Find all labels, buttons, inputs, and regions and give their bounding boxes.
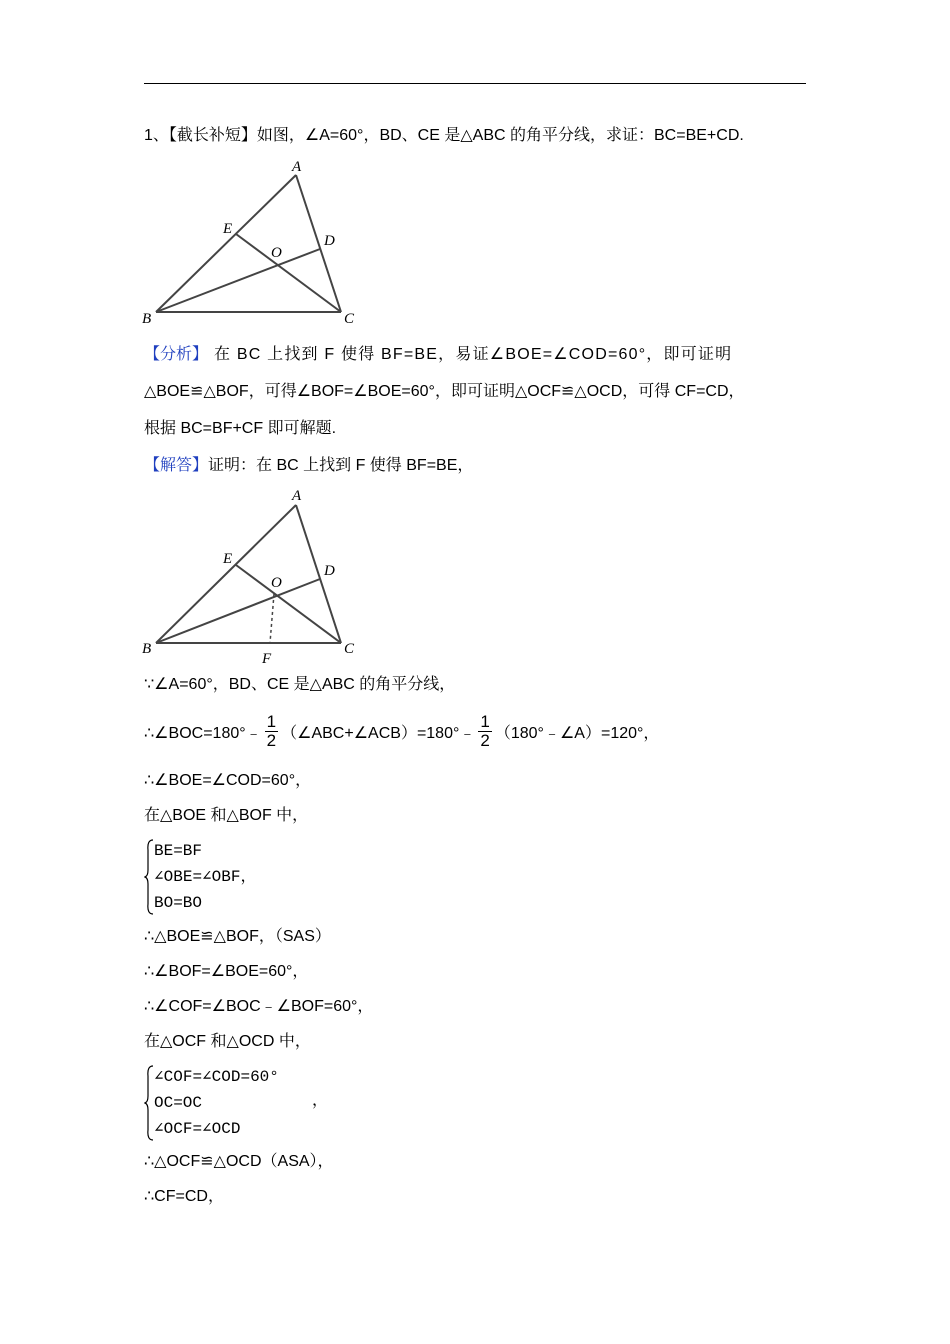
step-4: 在△BOE 和△BOF 中， [144,807,309,824]
system-2-row-3: ∠OCF=∠OCD [154,1120,241,1138]
brace-icon [144,1064,154,1142]
system-2-tail: ， [312,1092,329,1109]
system-1-row-2: ∠OBE=∠OBF， [154,868,257,886]
step-2-part-a: ∴∠BOC=180°﹣ [144,725,262,742]
step-9: ∴△OCF≌△OCD（ASA）， [144,1153,334,1170]
label-f: F [262,651,272,667]
step-2-part-c: （180°﹣∠A）=120°， [494,725,660,742]
triangle-figure-2 [140,483,370,668]
label-c: C [344,641,355,657]
label-o: O [271,575,282,591]
solution-intro: 证明：在 BC 上找到 F 使得 BF=BE， [208,457,474,474]
label-e: E [223,221,233,237]
fraction-half-2 [478,713,491,750]
label-d: D [324,233,335,249]
frac-numerator: 1 [480,712,490,732]
label-e: E [223,551,233,567]
label-o: O [271,245,282,261]
step-3: ∴∠BOE=∠COD=60°， [144,772,312,789]
problem-statement: 1、【截长补短】如图，∠A=60°，BD、CE 是△ABC 的角平分线，求证：BC=BE+CD. [144,127,744,144]
step-6: ∴∠BOF=∠BOE=60°， [144,963,309,980]
label-a: A [292,159,302,175]
step-10: ∴CF=CD， [144,1188,224,1205]
side-ab [156,505,296,643]
step-7: ∴∠COF=∠BOC﹣∠BOF=60°， [144,998,374,1015]
solution-line [144,455,473,477]
frac-numerator: 1 [266,712,277,732]
triangle-figure-1 [140,155,370,330]
bisector-bd [156,249,320,312]
label-b: B [142,311,152,327]
solution-tag: 【解答】 [144,457,209,474]
header-rule [144,83,806,84]
frac-denominator: 2 [480,731,490,751]
step-2 [144,712,659,756]
frac-denominator: 2 [266,731,277,751]
analysis-tag: 【分析】 [144,346,209,363]
equation-system-1 [144,838,344,916]
system-1-row-1: BE=BF [154,842,203,860]
segment-of-dashed [270,594,274,643]
label-c: C [344,311,355,327]
fraction-half-1 [265,713,278,750]
step-8: 在△OCF 和△OCD 中， [144,1033,311,1050]
brace-icon [144,838,154,916]
analysis-text-1: 在 BC 上找到 F 使得 BF=BE，易证∠BOE=∠COD=60°，即可证明 [214,346,733,363]
bisector-bd [156,579,320,643]
step-5: ∴△BOE≌△BOF，（SAS） [144,928,331,945]
side-ab [156,175,296,312]
step-2-part-b: （∠ABC+∠ACB）=180°﹣ [281,725,476,742]
step-1: ∵∠A=60°，BD、CE 是△ABC 的角平分线， [144,676,456,693]
system-2-row-2: OC=OC [154,1094,203,1112]
analysis-line-3: 根据 BC=BF+CF 即可解题. [144,420,337,437]
analysis-line-2: △BOE≌△BOF，可得∠BOF=∠BOE=60°，即可证明△OCF≌△OCD，可得 CF=CD， [144,383,745,400]
system-2-row-1: ∠COF=∠COD=60° [154,1068,279,1086]
label-b: B [142,641,152,657]
label-d: D [324,563,335,579]
analysis-line-1 [144,344,806,366]
label-a: A [292,488,302,504]
system-1-row-3: BO=BO [154,894,203,912]
